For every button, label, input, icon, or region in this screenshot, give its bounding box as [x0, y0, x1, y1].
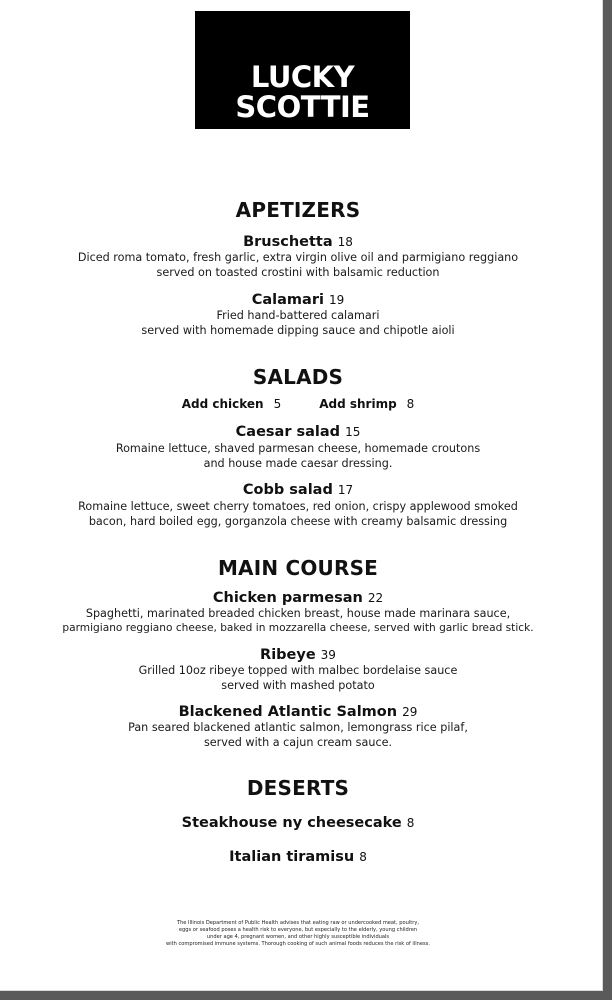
- item-description: served with mashed potato: [221, 679, 375, 692]
- section-title-deserts: DESERTS: [246, 776, 350, 800]
- menu-item-italian-tiramisu: [0, 848, 596, 866]
- item-price: 17: [337, 483, 354, 497]
- menu-item-ribeye: [0, 646, 596, 664]
- item-description: Pan seared blackened atlantic salmon, lemongrass rice pilaf,: [128, 721, 468, 734]
- item-description: parmigiano reggiano cheese, baked in mozzarella cheese, served with garlic bread stick.: [62, 622, 534, 634]
- item-description: Romaine lettuce, sweet cherry tomatoes, red onion, crispy applewood smoked: [78, 500, 518, 513]
- addon-price: 8: [406, 397, 415, 411]
- menu-item-caesar-salad: [0, 423, 596, 441]
- menu-item-blackened-atlantic-salmon: [0, 703, 596, 721]
- item-price: 29: [402, 705, 418, 719]
- item-description: Spaghetti, marinated breaded chicken breast, house made marinara sauce,: [85, 607, 511, 620]
- item-name: Italian tiramisu: [229, 849, 355, 865]
- item-description: served with homemade dipping sauce and chipotle aioli: [141, 324, 455, 337]
- section-title-salads: SALADS: [252, 365, 344, 389]
- section-title-main-course: MAIN COURSE: [217, 556, 379, 580]
- health-disclaimer-line: with compromised immune systems. Thorough cooking of such animal foods reduces the risk of illness.: [166, 941, 430, 947]
- item-price: 39: [320, 648, 336, 662]
- item-price: 8: [406, 816, 415, 830]
- menu-item-cobb-salad: [0, 481, 596, 499]
- item-description: Romaine lettuce, shaved parmesan cheese, homemade croutons: [115, 442, 481, 455]
- item-name: Bruschetta: [243, 234, 333, 250]
- item-name: Calamari: [251, 292, 324, 308]
- addon-price: 5: [273, 397, 282, 411]
- item-name: Blackened Atlantic Salmon: [178, 704, 398, 720]
- menu-item-chicken-parmesan: [0, 589, 596, 607]
- logo-line-2: SCOTTIE: [235, 90, 370, 124]
- logo-line-1: LUCKY: [250, 60, 355, 94]
- menu-item-steakhouse-ny-cheesecake: [0, 814, 596, 832]
- health-disclaimer-line: under age 4, pregnant women, and other highly susceptible individuals: [206, 934, 390, 940]
- item-price: 8: [359, 850, 367, 864]
- addon-name: Add shrimp: [319, 397, 397, 411]
- item-name: Chicken parmesan: [212, 590, 363, 606]
- addon-name: Add chicken: [181, 397, 264, 411]
- item-description: Fried hand-battered calamari: [216, 309, 380, 322]
- menu-item-bruschetta: [0, 233, 596, 251]
- item-name: Ribeye: [260, 647, 316, 663]
- health-disclaimer-line: eggs or seafood poses a health risk to everyone, but especially to the elderly, young children: [178, 927, 418, 933]
- item-description: served on toasted crostini with balsamic reduction: [156, 266, 440, 279]
- restaurant-logo: [195, 11, 410, 129]
- section-title-appetizers: APETIZERS: [235, 198, 361, 222]
- item-name: Steakhouse ny cheesecake: [181, 815, 402, 831]
- item-price: 15: [345, 425, 361, 439]
- item-description: bacon, hard boiled egg, gorganzola cheese with creamy balsamic dressing: [88, 515, 508, 528]
- health-disclaimer-line: The Illinois Department of Public Health advises that eating raw or undercooked meat, poultry,: [176, 920, 420, 926]
- salad-addons: [0, 396, 596, 412]
- item-description: Diced roma tomato, fresh garlic, extra virgin olive oil and parmigiano reggiano: [77, 251, 519, 264]
- menu-item-calamari: [0, 291, 596, 309]
- item-price: 18: [337, 235, 353, 249]
- item-name: Cobb salad: [242, 482, 333, 498]
- item-name: Caesar salad: [235, 424, 341, 440]
- item-description: served with a cajun cream sauce.: [203, 736, 393, 749]
- item-price: 22: [367, 591, 384, 605]
- item-description: and house made caesar dressing.: [203, 457, 393, 470]
- item-description: Grilled 10oz ribeye topped with malbec bordelaise sauce: [138, 664, 458, 677]
- item-price: 19: [328, 293, 345, 307]
